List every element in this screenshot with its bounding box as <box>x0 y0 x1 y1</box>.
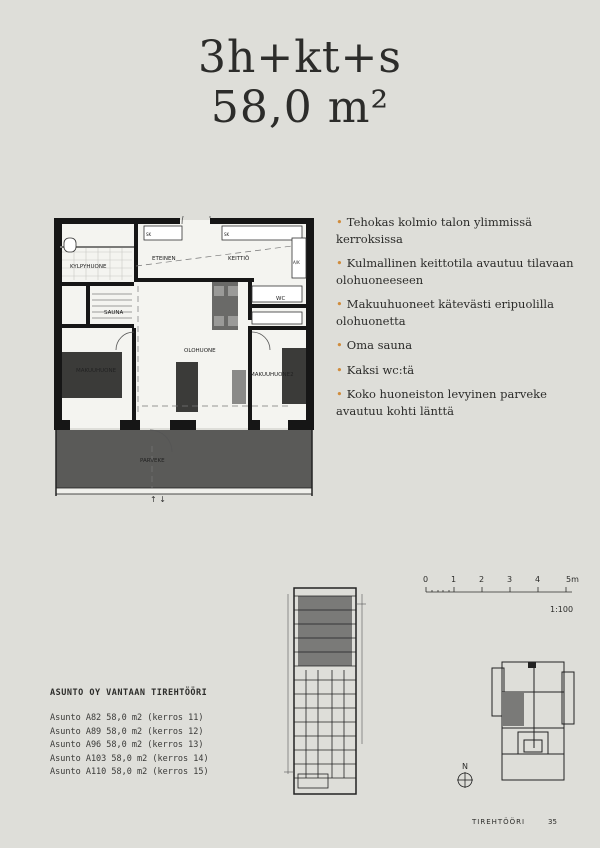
apartment-area-title: 58,0 m² <box>210 82 390 133</box>
unit-list-item: Asunto A103 58,0 m2 (kerros 14) <box>50 753 209 764</box>
sofa <box>176 362 198 412</box>
entrance-arrows: ↑ ↓ <box>150 495 166 502</box>
north-arrow <box>454 762 476 793</box>
unit-list-item: Asunto A96 58,0 m2 (kerros 13) <box>50 740 204 750</box>
feature-item: • Koko huoneiston levyinen parveke avautuu kohti länttä <box>336 387 547 418</box>
unit-list-item: Asunto A82 58,0 m2 (kerros 11) <box>50 713 204 723</box>
bed-1 <box>62 352 122 398</box>
room-label-makuuhuone-2: MAKUUHUONE2 <box>250 372 294 378</box>
room-label-makuuhuone-1: MAKUUHUONE <box>76 368 117 374</box>
highlighted-apartment <box>502 692 524 726</box>
fixture-label-sk-1: SK <box>146 232 152 237</box>
scale-tick-label: 0 <box>423 575 429 584</box>
room-label-wc: WC <box>276 296 286 302</box>
compass-icon <box>456 771 474 789</box>
scale-ratio: 1:100 <box>550 605 574 614</box>
compass-label: N <box>462 762 468 771</box>
floor-plan <box>52 216 316 502</box>
unit-list-item: Asunto A89 58,0 m2 (kerros 12) <box>50 726 204 737</box>
feature-item: • Oma sauna <box>336 338 413 352</box>
apartment-type-title: 3h+kt+s <box>198 32 402 83</box>
room-label-keittio: KEITTIÖ <box>228 256 250 262</box>
feature-item: • Tehokas kolmio talon ylimmissä kerroksissa <box>336 215 532 246</box>
room-label-olohuone: OLOHUONE <box>184 348 216 354</box>
page-number: 35 <box>548 818 557 826</box>
scale-tick-label: 2 <box>479 575 485 584</box>
scale-tick-label: 1 <box>451 575 457 584</box>
feature-item: • Kulmallinen keittotila avautuu tilavaan olohuoneeseen <box>336 256 574 287</box>
scale-tick-label: 4 <box>535 575 541 584</box>
room-label-eteinen: ETEINEN <box>152 256 176 262</box>
feature-item: • Makuuhuoneet kätevästi eripuolilla olohuonetta <box>336 297 554 328</box>
scale-bar <box>420 572 580 616</box>
housing-company-name: ASUNTO OY VANTAAN TIREHTÖÖRI <box>50 688 208 698</box>
room-label-parveke: PARVEKE <box>140 458 165 464</box>
unit-list-item: Asunto A110 58,0 m2 (kerros 15) <box>50 767 209 777</box>
armchair <box>232 370 246 404</box>
room-label-sauna: SAUNA <box>104 310 124 316</box>
footer-project-name: TIREHTÖÖRI <box>472 818 526 826</box>
feature-item: • Kaksi wc:tä <box>336 362 415 377</box>
key-plan <box>488 658 580 788</box>
building-section <box>280 584 370 798</box>
fixture-label-ak: A/K <box>293 260 300 265</box>
feature-list <box>336 214 586 427</box>
balcony-floor <box>56 430 312 492</box>
scale-tick-label: 3 <box>507 575 513 584</box>
unit-list <box>50 712 209 780</box>
room-label-kylpyhuone: KYLPYHUONE <box>70 264 107 270</box>
scale-tick-label: 5m <box>566 575 579 584</box>
fixture-label-sk-2: SK <box>224 232 230 237</box>
